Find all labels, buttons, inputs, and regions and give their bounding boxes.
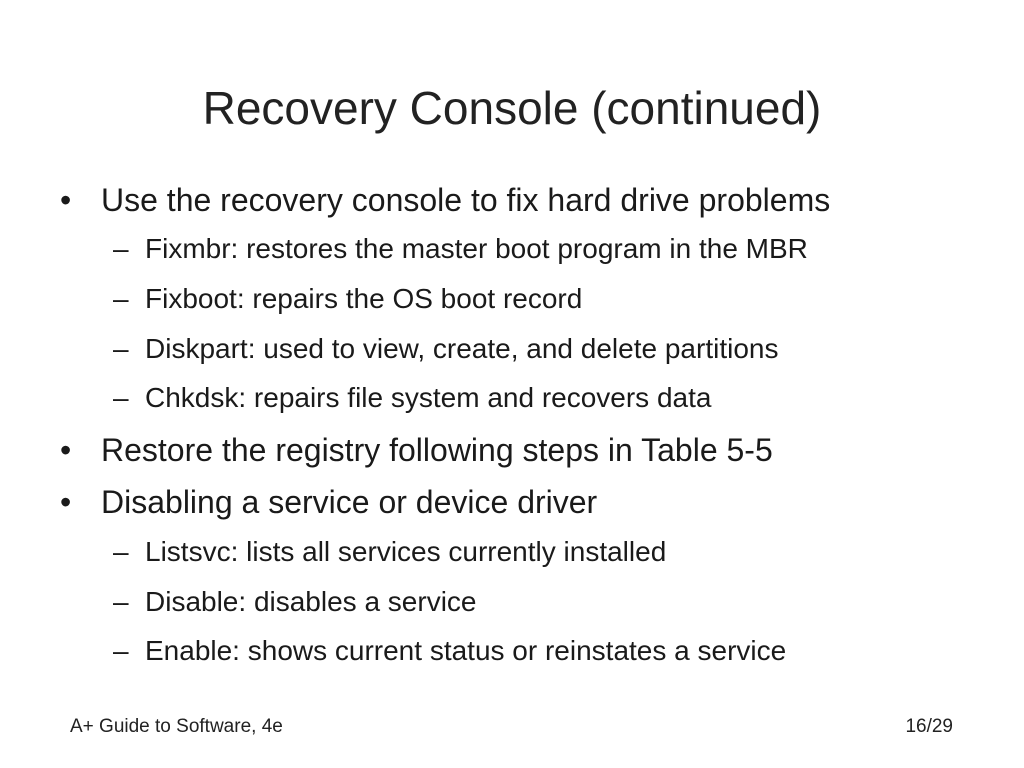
bullet-marker: •: [60, 182, 72, 218]
sub-bullet-text: Fixmbr: restores the master boot program in the MBR: [145, 233, 808, 264]
bullet-text: Use the recovery console to fix hard drive problems: [101, 182, 831, 218]
sub-bullet-marker: –: [113, 382, 129, 413]
bullet-text: Restore the registry following steps in Table 5-5: [101, 432, 773, 468]
sub-bullet-marker: –: [113, 333, 129, 364]
sub-bullet-marker: –: [113, 586, 129, 617]
sub-bullet-marker: –: [113, 536, 129, 567]
sub-bullet-marker: –: [113, 635, 129, 666]
sub-bullet-marker: –: [113, 283, 129, 314]
sub-bullet-text: Fixboot: repairs the OS boot record: [145, 283, 583, 314]
sub-bullet-text: Disable: disables a service: [145, 586, 477, 617]
sub-bullet-text: Enable: shows current status or reinstates a service: [145, 635, 787, 666]
sub-bullet-text: Diskpart: used to view, create, and delete partitions: [145, 333, 779, 364]
sub-bullet-text: Listsvc: lists all services currently installed: [145, 536, 667, 567]
slide-title: Recovery Console (continued): [202, 82, 822, 134]
bullet-text: Disabling a service or device driver: [101, 484, 598, 520]
sub-bullet-marker: –: [113, 233, 129, 264]
footer-book-title: A+ Guide to Software, 4e: [70, 716, 283, 737]
bullet-marker: •: [60, 484, 72, 520]
footer-page-number: 16/29: [905, 716, 953, 737]
sub-bullet-text: Chkdsk: repairs file system and recovers data: [145, 382, 712, 413]
bullet-marker: •: [60, 432, 72, 468]
